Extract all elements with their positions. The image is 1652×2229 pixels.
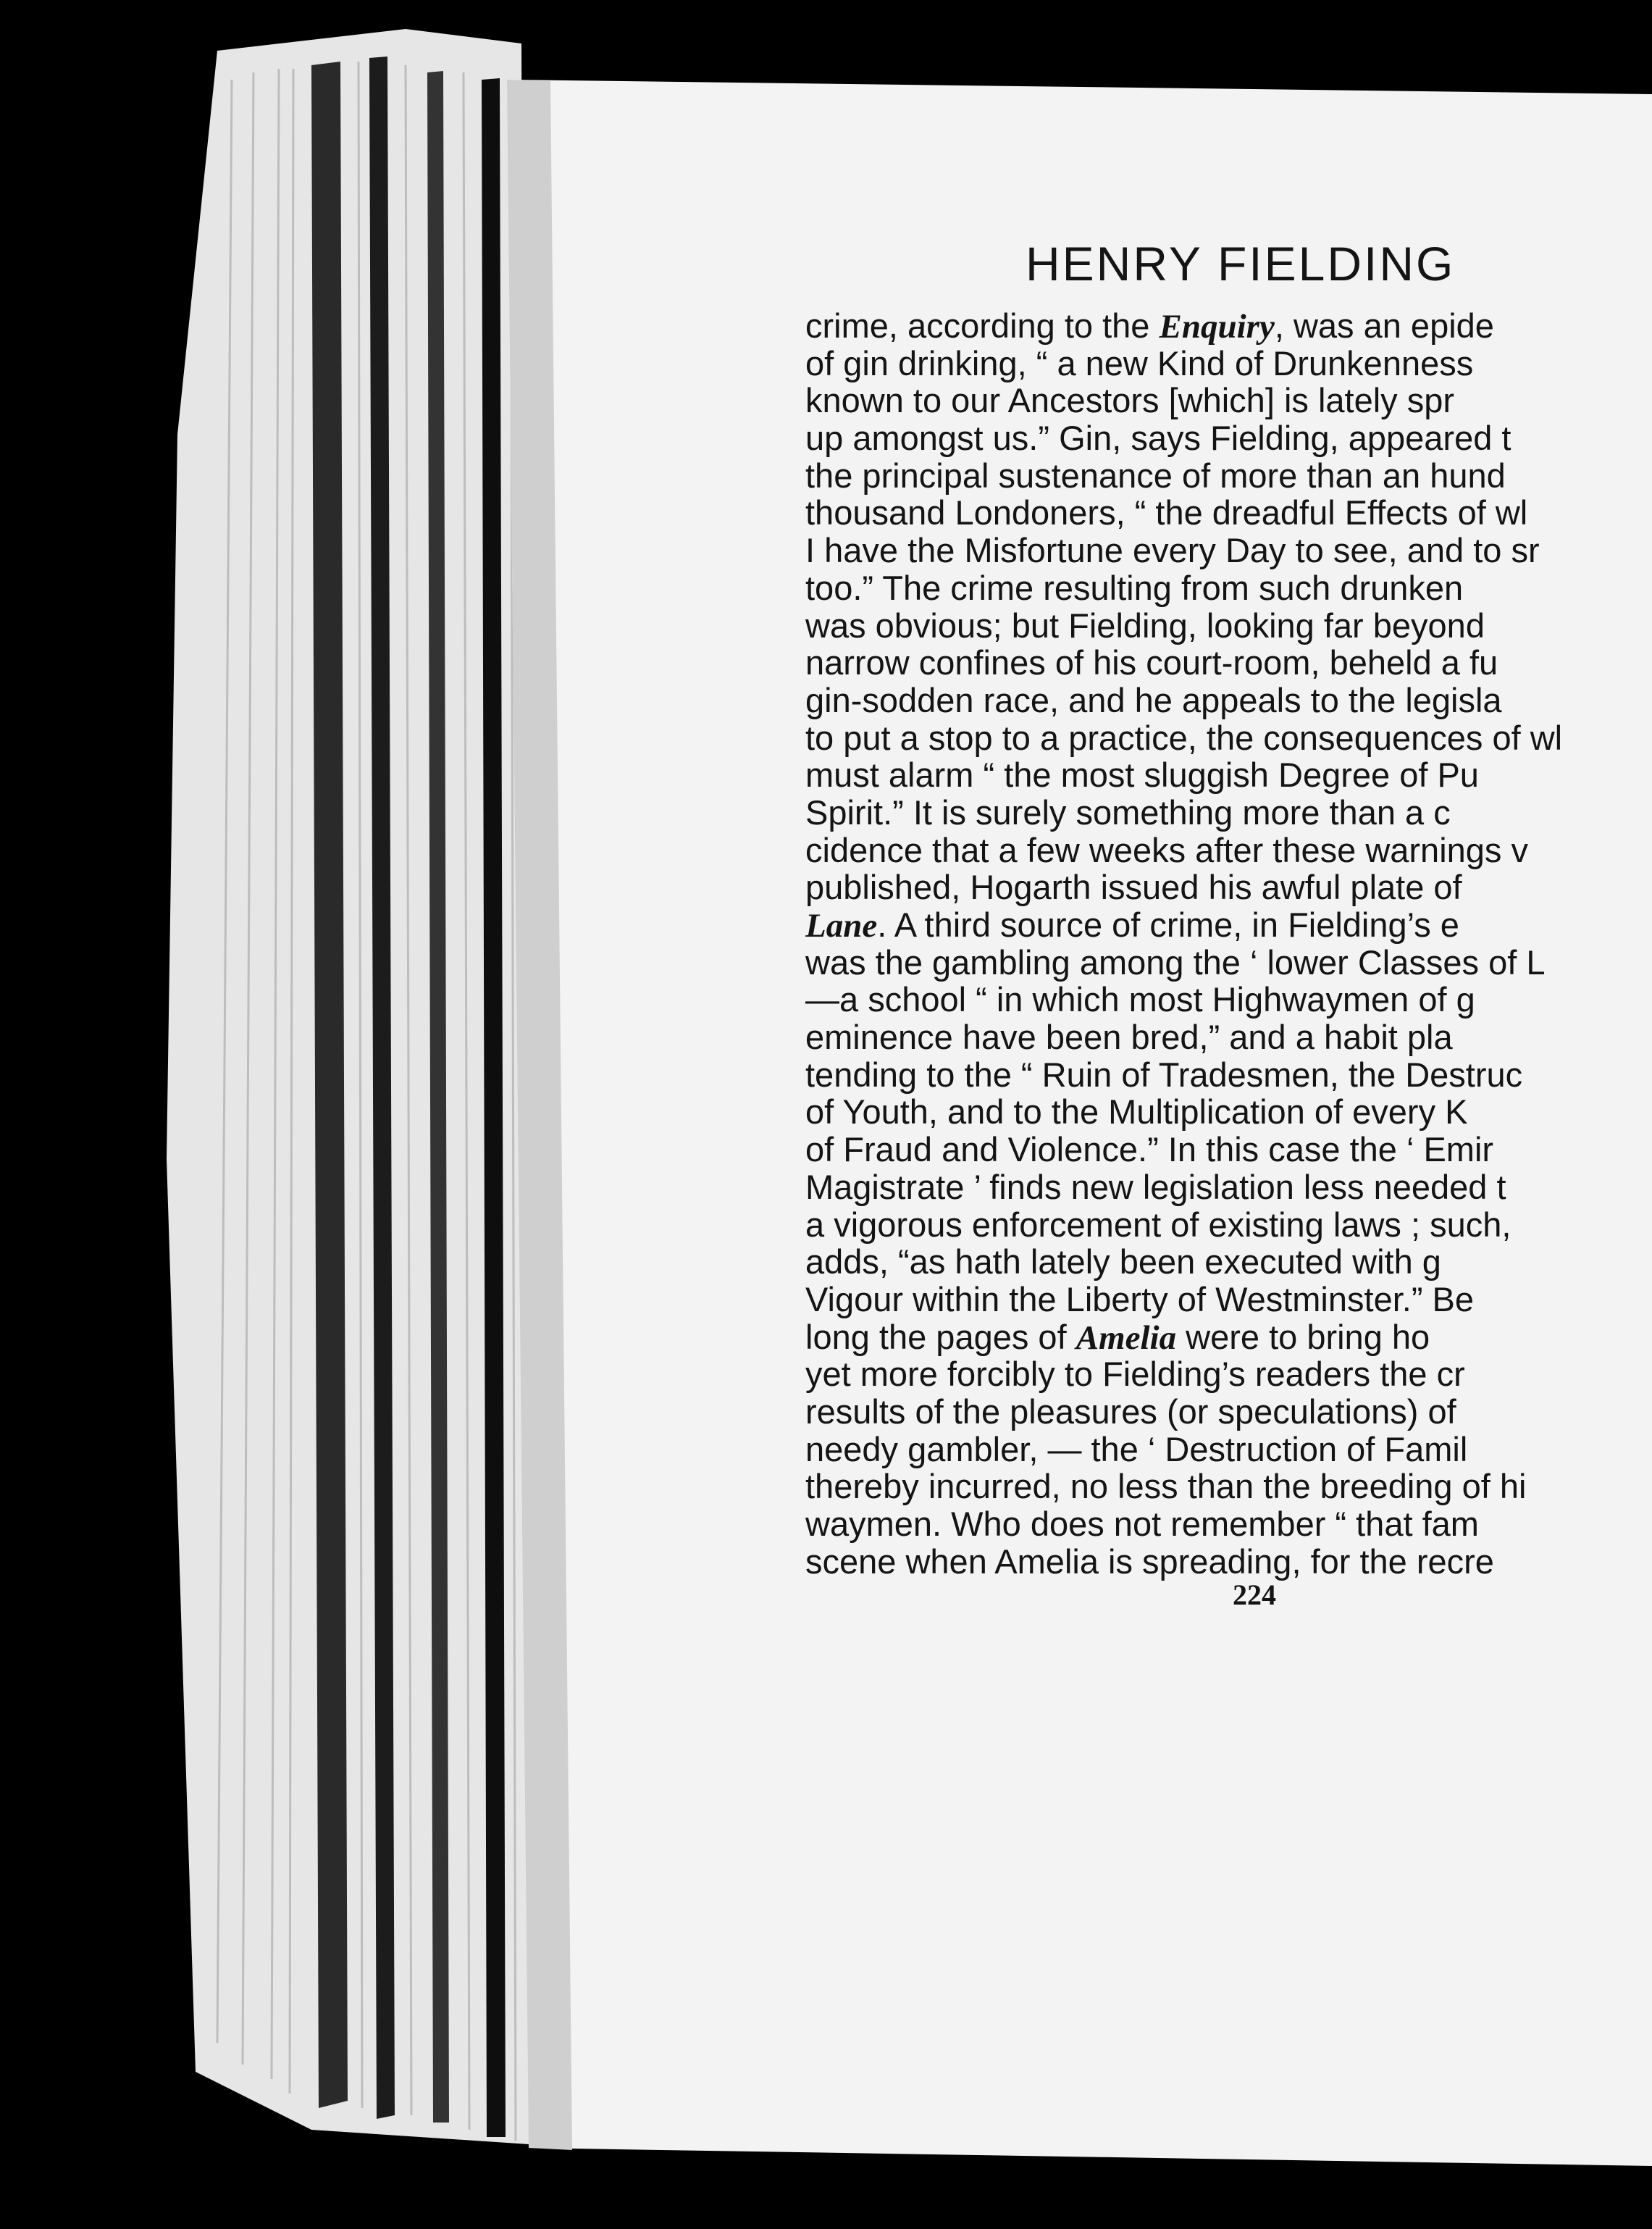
text-line xyxy=(805,419,1652,457)
italic-title: Amelia xyxy=(1076,1318,1177,1357)
text-line xyxy=(805,345,1652,382)
text-line xyxy=(805,682,1652,719)
text-line-segment: known to our Ancestors [which] is lately spr xyxy=(805,381,1455,420)
page-text-area xyxy=(805,232,1652,2130)
italic-title: Enquiry xyxy=(1159,308,1275,346)
text-line-segment: a vigorous enforcement of existing laws ; such, xyxy=(805,1205,1511,1244)
page-number: 224 xyxy=(1233,1578,1276,1611)
text-line-segment: were to bring ho xyxy=(1176,1317,1430,1356)
text-line-segment: crime, according to the xyxy=(805,306,1160,345)
text-line xyxy=(805,1243,1652,1281)
text-line xyxy=(805,1056,1652,1094)
text-line-segment: was obvious; but Fielding, looking far beyond xyxy=(805,606,1485,645)
text-line xyxy=(805,794,1652,832)
text-line-segment: too.” The crime resulting from such drunken xyxy=(805,568,1464,607)
text-line xyxy=(805,382,1652,419)
text-line-segment: long the pages of xyxy=(805,1317,1076,1356)
text-line-segment: published, Hogarth issued his awful plate of xyxy=(805,868,1462,907)
text-line-segment: I have the Misfortune every Day to see, and to sr xyxy=(805,531,1540,570)
text-line-segment: adds, “as hath lately been executed with g xyxy=(805,1242,1441,1281)
text-line xyxy=(805,944,1652,982)
text-line-segment: needy gambler, — the ‘ Destruction of Famil xyxy=(805,1429,1468,1468)
text-line-segment: waymen. Who does not remember “ that fam xyxy=(805,1505,1479,1543)
text-line xyxy=(805,1093,1652,1131)
text-line xyxy=(805,532,1652,569)
running-head: HENRY FIELDING xyxy=(1026,237,1456,290)
text-line xyxy=(805,1393,1652,1431)
text-line xyxy=(805,457,1652,495)
text-line xyxy=(805,981,1652,1019)
text-line-segment: eminence have been bred,” and a habit pla xyxy=(805,1018,1453,1057)
text-line-segment: was the gambling among the ‘ lower Classes of L xyxy=(805,942,1546,982)
italic-title: Lane xyxy=(805,907,878,945)
text-line-segment: . A third source of crime, in Fielding’s e xyxy=(877,906,1459,944)
text-line xyxy=(805,607,1652,645)
text-line xyxy=(805,906,1652,944)
text-line xyxy=(805,756,1652,794)
text-line xyxy=(805,1318,1652,1356)
text-line-segment: of Youth, and to the Multiplication of every K xyxy=(805,1092,1468,1132)
text-line-segment: must alarm “ the most sluggish Degree of Pu xyxy=(805,756,1479,795)
text-line-segment: Spirit.” It is surely something more than a c xyxy=(805,793,1451,832)
text-line xyxy=(805,1431,1652,1468)
text-line xyxy=(805,569,1652,607)
text-line-segment: scene when Amelia is spreading, for the recre xyxy=(805,1542,1494,1581)
text-line xyxy=(805,1131,1652,1168)
text-line xyxy=(805,1206,1652,1244)
text-line-segment: Magistrate ’ finds new legislation less needed t xyxy=(805,1167,1506,1206)
text-line xyxy=(805,719,1652,757)
text-line xyxy=(805,1168,1652,1206)
text-line-segment: to put a stop to a practice, the consequences of wl xyxy=(805,718,1563,757)
text-line xyxy=(805,869,1652,906)
text-line-segment: cidence that a few weeks after these warnings v xyxy=(805,830,1528,869)
text-line-segment: of Fraud and Violence.” In this case the ‘ Emir xyxy=(805,1130,1494,1169)
text-line-segment: tending to the “ Ruin of Tradesmen, the Destruc xyxy=(805,1055,1523,1094)
page-edges-block xyxy=(167,29,529,2144)
text-line-segment: of gin drinking, “ a new Kind of Drunkenness xyxy=(805,343,1474,382)
text-line xyxy=(805,1355,1652,1393)
text-line xyxy=(805,832,1652,869)
text-line-segment: yet more forcibly to Fielding’s readers the cr xyxy=(805,1355,1465,1394)
text-line-segment: the principal sustenance of more than an hund xyxy=(805,456,1506,495)
text-line xyxy=(805,1468,1652,1505)
text-line-segment: narrow confines of his court-room, beheld a fu xyxy=(805,643,1498,682)
text-line xyxy=(805,644,1652,682)
text-line-segment: Vigour within the Liberty of Westminster.” Be xyxy=(805,1279,1475,1318)
text-line xyxy=(805,1281,1652,1318)
text-line-segment: thousand Londoners, “ the dreadful Effects of wl xyxy=(805,493,1528,532)
text-line-segment: results of the pleasures (or speculations) of xyxy=(805,1392,1456,1431)
text-line xyxy=(805,494,1652,532)
text-line xyxy=(805,307,1652,345)
body-text xyxy=(805,307,1652,1580)
text-line xyxy=(805,1505,1652,1543)
text-line-segment: thereby incurred, no less than the breeding of hi xyxy=(805,1467,1527,1506)
text-line-segment: gin-sodden race, and he appeals to the legisla xyxy=(805,680,1502,719)
text-line xyxy=(805,1019,1652,1056)
text-line xyxy=(805,1543,1652,1581)
text-line-segment: , was an epide xyxy=(1274,306,1494,345)
text-line-segment: up amongst us.” Gin, says Fielding, appeared t xyxy=(805,419,1511,458)
text-line-segment: —a school “ in which most Highwaymen of g xyxy=(805,980,1475,1019)
